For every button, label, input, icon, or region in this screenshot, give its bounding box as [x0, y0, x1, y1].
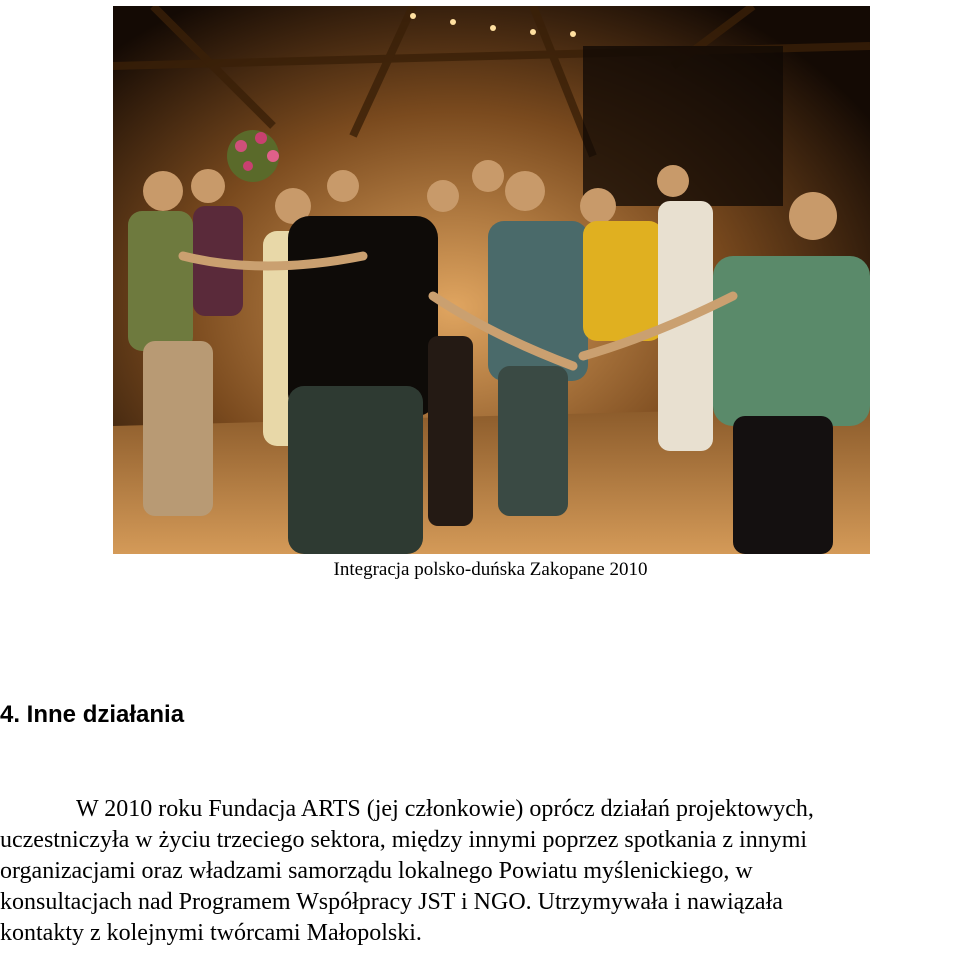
section-paragraph [0, 794, 960, 949]
flower-bouquet [227, 130, 279, 182]
paragraph-line: organizacjami oraz władzami samorządu lokalnego Powiatu myślenickiego, w [0, 858, 753, 884]
paragraph-line: uczestniczyła w życiu trzeciego sektora, między innymi poprzez spotkania z innymi [0, 827, 808, 853]
photo-caption: Integracja polsko-duńska Zakopane 2010 [333, 559, 648, 580]
paragraph-line: W 2010 roku Fundacja ARTS (jej członkowie) oprócz działań projektowych, [76, 796, 814, 822]
paragraph-line: konsultacjach nad Programem Współpracy JST i NGO. Utrzymywała i nawiązała [0, 889, 783, 915]
event-photo [113, 6, 870, 554]
paragraph-line: kontakty z kolejnymi twórcami Małopolski. [0, 920, 422, 946]
section-heading: 4. Inne działania [0, 701, 185, 728]
